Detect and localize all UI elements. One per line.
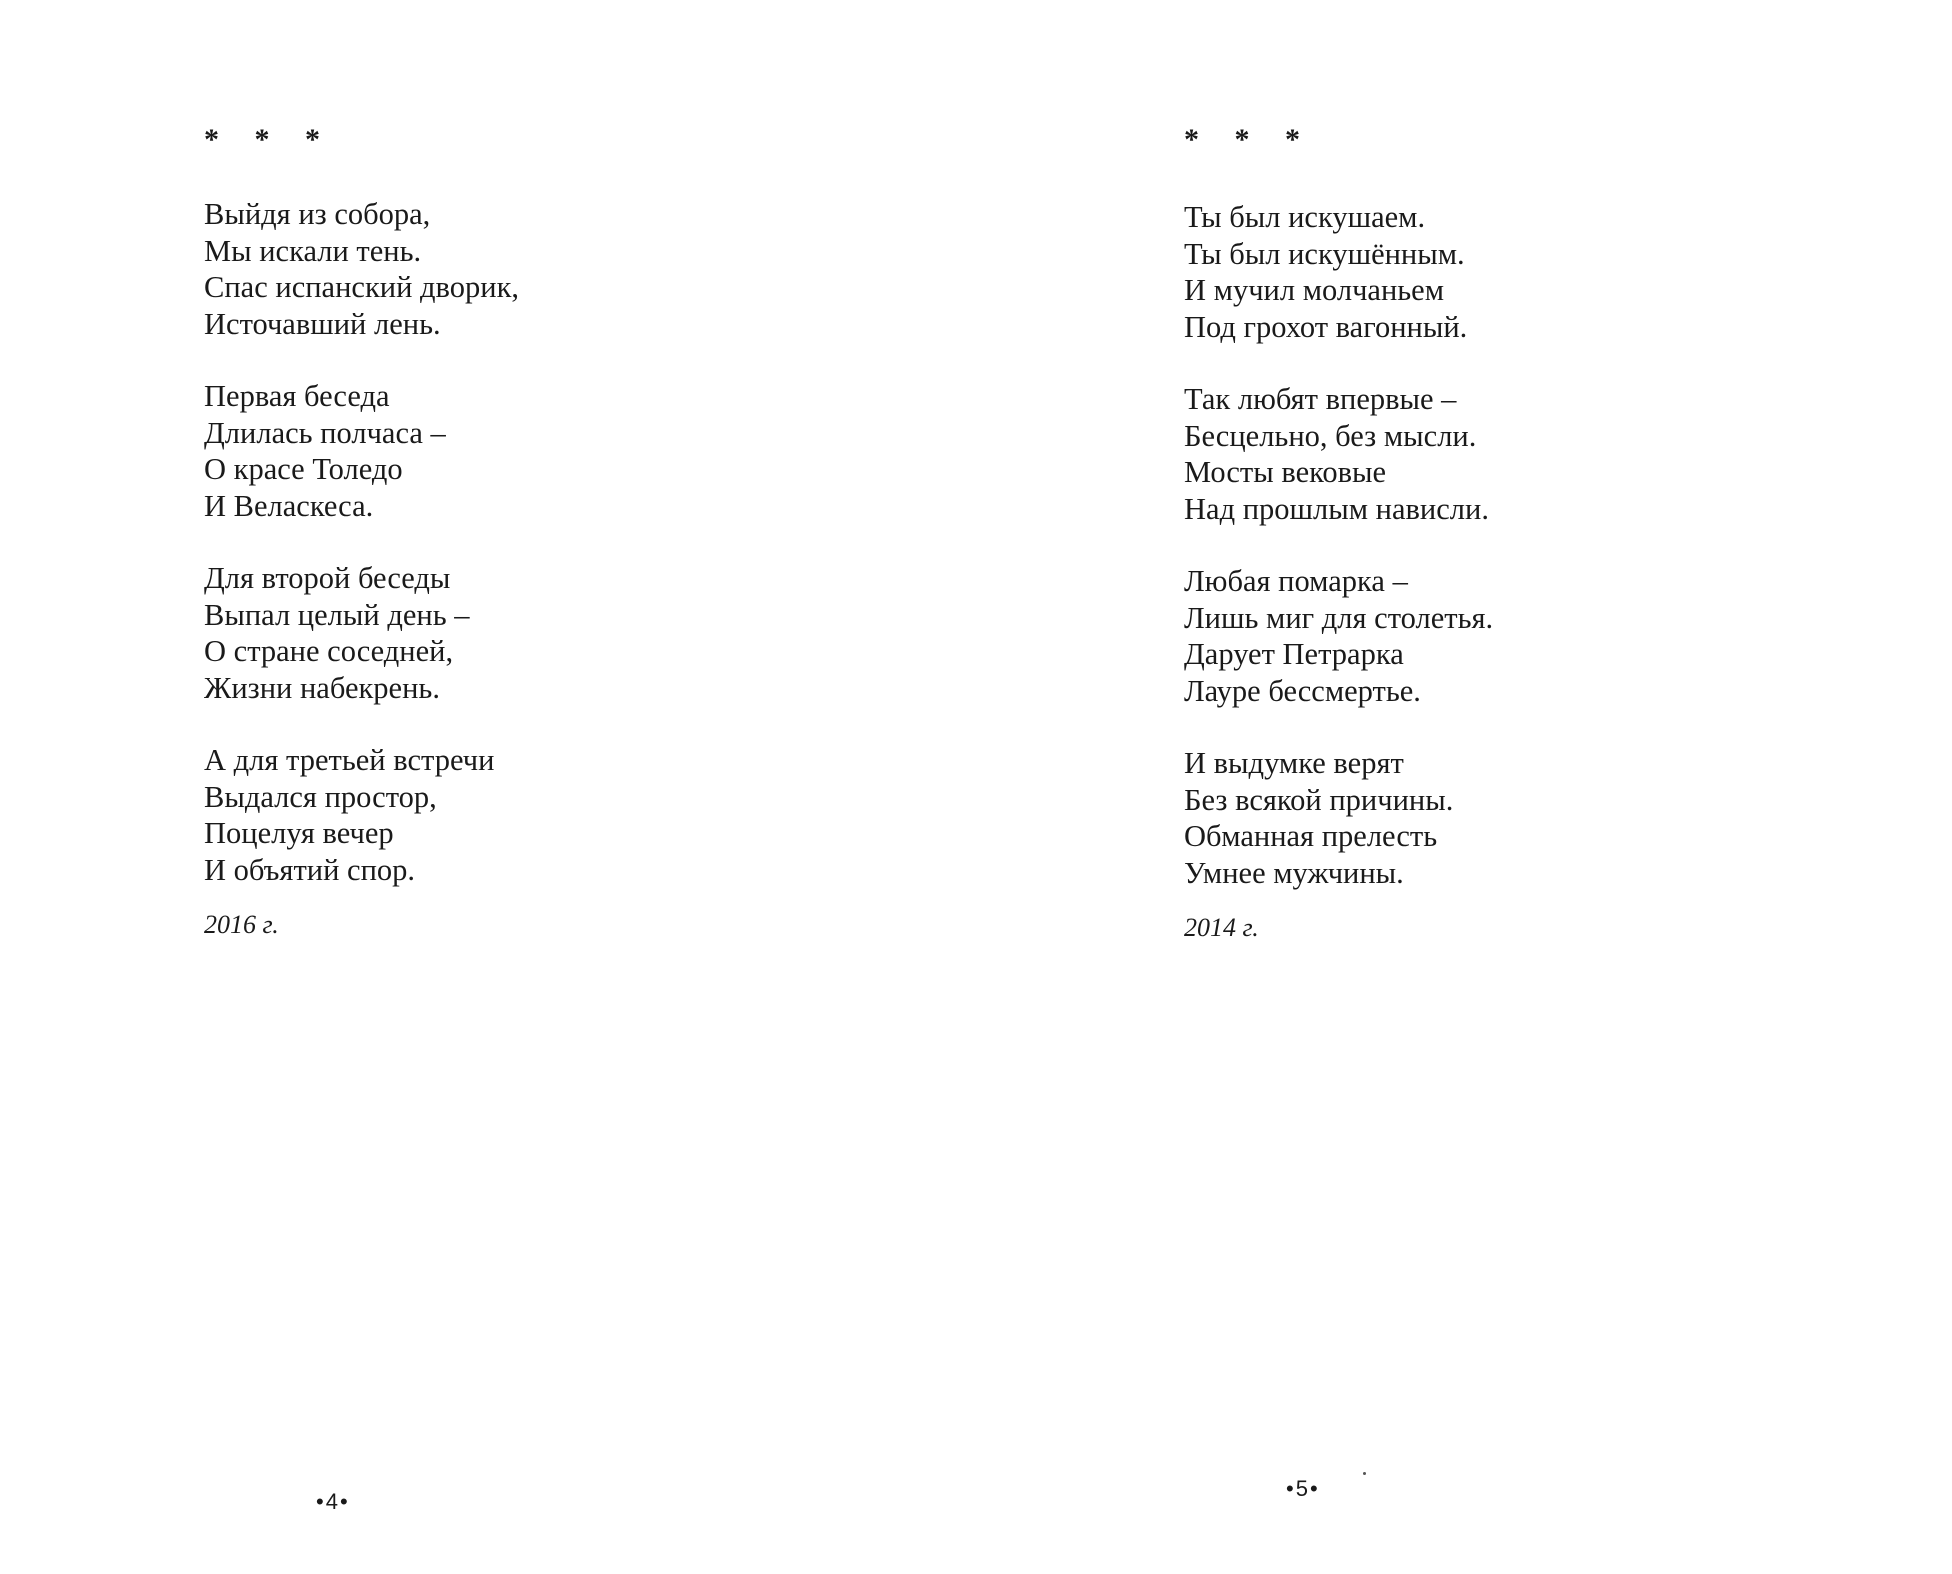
poem-line: Жизни набекрень. [204,670,440,705]
poem-line: И объятий спор. [204,852,416,887]
poem-line: И выдумке верят [1184,746,1404,780]
poem-separator: * * * [1184,123,1314,156]
stanza [204,196,519,342]
poem-date: 2014 г. [1184,913,1259,942]
stanza [204,560,519,706]
poem-line: Спас испанский дворик, [204,270,520,304]
poem-line: И Веласкеса. [204,488,374,523]
poem-line: Лауре бессмертье. [1184,673,1421,708]
poem-line: Любая помарка – [1184,564,1408,598]
stanza [1184,381,1493,527]
poem-right [1184,199,1493,943]
right-page [976,0,1952,1574]
poem-line: Над прошлым нависли. [1184,491,1489,526]
poem-line: А для третьей встречи [204,743,495,777]
stanza [1184,745,1493,891]
poem-line: Выйдя из собора, [204,197,431,231]
poem-line: Бесцельно, без мысли. [1184,418,1477,453]
scan-speck [1363,1472,1366,1475]
poem-line: Без всякой причины. [1184,782,1454,817]
poem-line: Лишь миг для столетья. [1184,600,1494,635]
poem-line: О стране соседней, [204,634,454,668]
poem-line: Выдался простор, [204,779,437,814]
poem-line: Для второй беседы [204,561,451,595]
poem-line: Мосты вековые [1184,455,1387,489]
poem-line: Мы искали тень. [204,233,422,268]
poem-line: О красе Толедо [204,452,403,486]
poem-separator: * * * [204,123,334,156]
poem-date: 2016 г. [204,910,279,939]
page-number: •5• [1286,1476,1320,1501]
stanza [1184,199,1493,345]
poem-line: Так любят впервые – [1184,382,1457,416]
poem-line: И мучил молчаньем [1184,273,1445,307]
poem-line: Обманная прелесть [1184,819,1438,853]
poem-line: Под грохот вагонный. [1184,309,1468,344]
stanza [204,742,519,888]
poem-line: Поцелуя вечер [204,816,394,850]
poem-line: Длилась полчаса – [204,415,446,450]
page-number: •4• [316,1489,350,1514]
poem-line: Выпал целый день – [204,597,470,632]
poem-line: Умнее мужчины. [1184,855,1404,890]
stanza [204,378,519,524]
poem-line: Дарует Петрарка [1184,637,1404,671]
stanza [1184,563,1493,709]
poem-line: Ты был искушённым. [1184,236,1465,271]
poem-line: Источавший лень. [204,306,441,341]
poem-line: Первая беседа [204,379,390,413]
poem-left [204,196,519,940]
poem-line: Ты был искушаем. [1184,200,1426,234]
